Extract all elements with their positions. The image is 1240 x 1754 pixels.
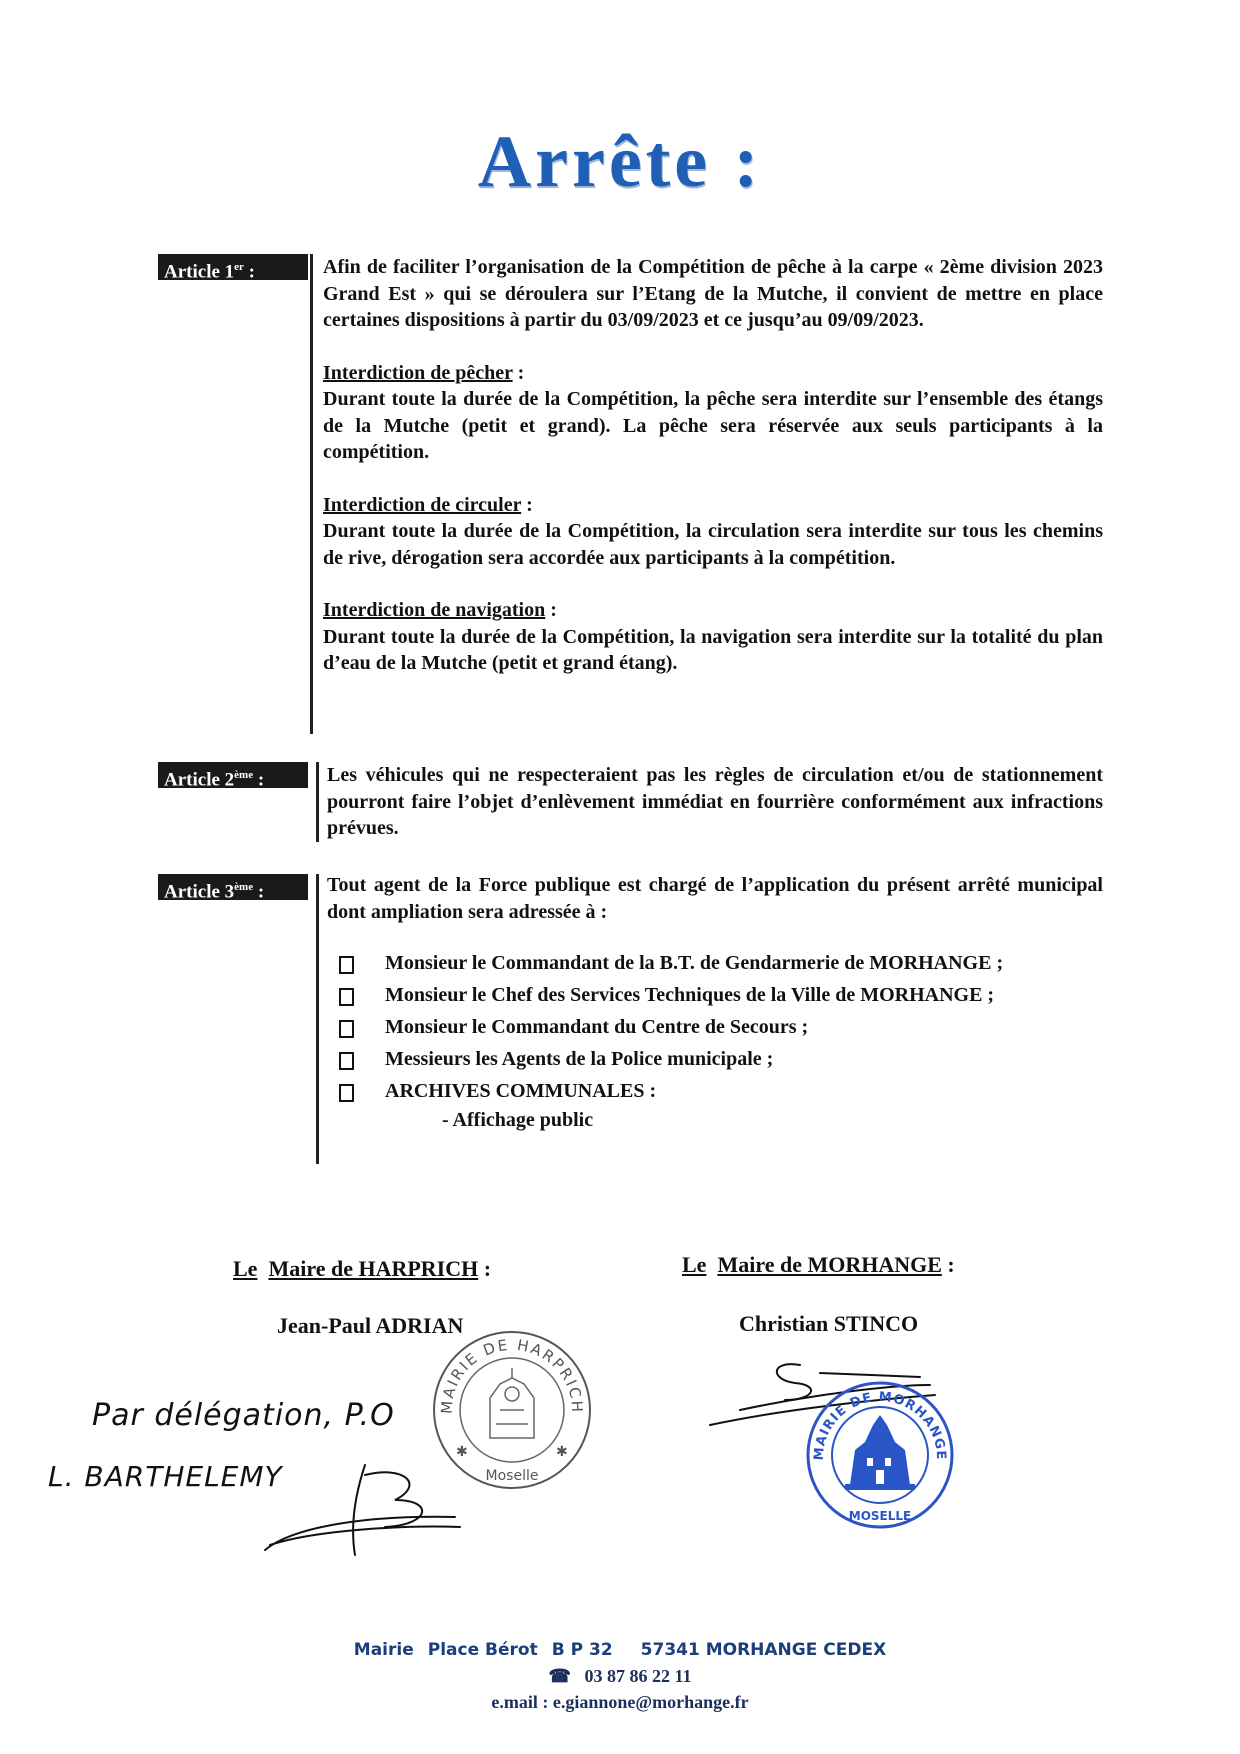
signature-right-colon: : (941, 1252, 955, 1277)
svg-text:✱: ✱ (556, 1445, 568, 1460)
article-1-label-sup: er (234, 261, 244, 273)
article-2-rule (316, 762, 319, 842)
checkbox-square-icon (339, 1020, 354, 1038)
signature-right-title (682, 1252, 955, 1278)
recipient-text: Monsieur le Commandant de la B.T. de Gendarmerie de MORHANGE ; (385, 952, 1004, 974)
recipient-text: Monsieur le Commandant du Centre de Secours ; (385, 1016, 809, 1038)
list-item (327, 947, 1103, 979)
footer-place: Place Bérot (427, 1640, 538, 1660)
footer-email: e.mail : e.giannone@morhange.fr (491, 1692, 749, 1712)
signature-left-role: Maire de HARPRICH (268, 1256, 479, 1281)
recipient-text: Messieurs les Agents de la Police municipale ; (385, 1048, 774, 1070)
article-3-label (158, 874, 308, 903)
document-title: Arrête : (477, 121, 763, 203)
morhange-stamp-subtext: MOSELLE (848, 1509, 912, 1523)
section-navigation-text: Durant toute la durée de la Compétition, la navigation sera interdite sur la totalité du plan d’eau de la Mutche (petit et grand étang). (323, 625, 1103, 674)
list-item (327, 1011, 1103, 1043)
article-3-rule (316, 874, 319, 1164)
handwritten-delegation: Par délégation, P.O (92, 1398, 395, 1433)
footer-mairie: Mairie (353, 1640, 414, 1660)
signature-left-scribble-icon (255, 1455, 475, 1565)
section-navigation-heading: Interdiction de navigation (323, 599, 546, 621)
article-2-intro: Les véhicules qui ne respecteraient pas les règles de circulation et/ou de stationnement pourront faire l’objet d’enlèvement immédiat en fourrière conformément aux infractions prévues. (327, 764, 1103, 839)
checkbox-square-icon (339, 956, 354, 974)
archives-sub-item: - Affichage public (442, 1109, 594, 1131)
article-3-body (327, 872, 1103, 1133)
signature-left-name: Jean-Paul ADRIAN (277, 1313, 464, 1338)
signature-left-title (233, 1256, 491, 1282)
article-1-label (158, 254, 308, 283)
handwritten-delegate-name: L. BARTHELEMY (48, 1460, 283, 1493)
recipient-list (327, 947, 1103, 1133)
article-2-label (158, 762, 308, 791)
signature-right-role: Maire de MORHANGE (717, 1252, 942, 1277)
article-3-label-sup: ème (234, 881, 254, 893)
harprich-stamp-subtext: Moselle (485, 1468, 539, 1484)
list-item (327, 1043, 1103, 1075)
article-1-intro: Afin de faciliter l’organisation de la Compétition de pêche à la carpe « 2ème division 2023 Grand Est » qui se déroulera sur l’Etang de la Mutche, il convient de mettre en place certaines dispositions à partir du 03/09/2023 et ce jusqu’au 09/09/2023. (323, 256, 1103, 331)
recipient-text: ARCHIVES COMMUNALES : (385, 1080, 657, 1102)
signature-right-name: Christian STINCO (739, 1311, 919, 1336)
signature-left-prefix: Le (233, 1256, 258, 1281)
telephone-icon: ☎ (548, 1666, 571, 1686)
footer-phone (0, 1666, 1240, 1687)
svg-text:✱: ✱ (456, 1445, 468, 1460)
article-1-label-text: Article 1 (164, 261, 235, 283)
section-traffic-text: Durant toute la durée de la Compétition, la circulation sera interdite sur tous les chemins de rive, dérogation sera accordée aux participants à la compétition. (323, 520, 1103, 569)
article-1-body: Afin de faciliter l’organisation de la Compétition de pêche à la carpe « 2ème division 2023 Grand Est » qui se déroulera sur l’Etang de la Mutche, il convient de mettre en place certaines dispositions à partir du 03/09/2023 et ce jusqu’au 09/09/2023. Interdiction de pêcher : Durant toute la durée de la Compétition, la pêche sera interdite sur l’ensemble des étangs de la Mutche (petit et grand). La pêche sera réservée aux seuls participants à la compétition. Interdiction de circuler : Durant toute la durée de la Compétition, la circulation sera interdite sur tous les chemins de rive, dérogation sera accordée aux participants à la compétition. Interdiction de navigation : Durant toute la durée de la Compétition, la navigation sera interdite sur la totalité du plan d’eau de la Mutche (petit et grand étang). (323, 254, 1103, 677)
section-fishing-heading: Interdiction de pêcher (323, 361, 513, 384)
article-1-rule (310, 254, 313, 734)
footer-address (0, 1640, 1240, 1660)
article-3-label-text: Article 3 (164, 881, 235, 903)
signature-left-colon: : (478, 1256, 492, 1281)
article-2-label-text: Article 2 (164, 769, 235, 791)
signature-right-prefix: Le (682, 1252, 707, 1277)
section-fishing-text: Durant toute la durée de la Compétition, la pêche sera interdite sur l’ensemble des étangs de la Mutche (petit et grand). La pêche sera réservée aux seuls participants à la compétition. (323, 388, 1103, 463)
list-item (327, 1075, 1103, 1107)
article-2-label-sup: ème (234, 769, 254, 781)
footer-city: 57341 MORHANGE CEDEX (640, 1640, 887, 1660)
footer-phone-number: 03 87 86 22 11 (584, 1666, 692, 1686)
article-2-body (327, 762, 1103, 842)
list-item (327, 979, 1103, 1011)
checkbox-square-icon (339, 1052, 354, 1070)
morhange-stamp-icon (805, 1380, 955, 1530)
article-1-label-colon: : (243, 261, 255, 283)
section-traffic-heading: Interdiction de circuler (323, 493, 522, 516)
footer-bp: B P 32 (551, 1640, 613, 1660)
recipient-text: Monsieur le Chef des Services Techniques de la Ville de MORHANGE ; (385, 984, 995, 1006)
morhange-stamp-text: MAIRIE DE MORHANGE (811, 1389, 949, 1461)
harprich-stamp-text: MAIRIE DE HARPRICH (437, 1335, 587, 1415)
article-3-label-colon: : (253, 881, 265, 903)
article-3-intro: Tout agent de la Force publique est chargé de l’application du présent arrêté municipal dont ampliation sera adressée à : (327, 874, 1103, 923)
checkbox-square-icon (339, 1084, 354, 1102)
article-2-label-colon: : (253, 769, 265, 791)
checkbox-square-icon (339, 988, 354, 1006)
